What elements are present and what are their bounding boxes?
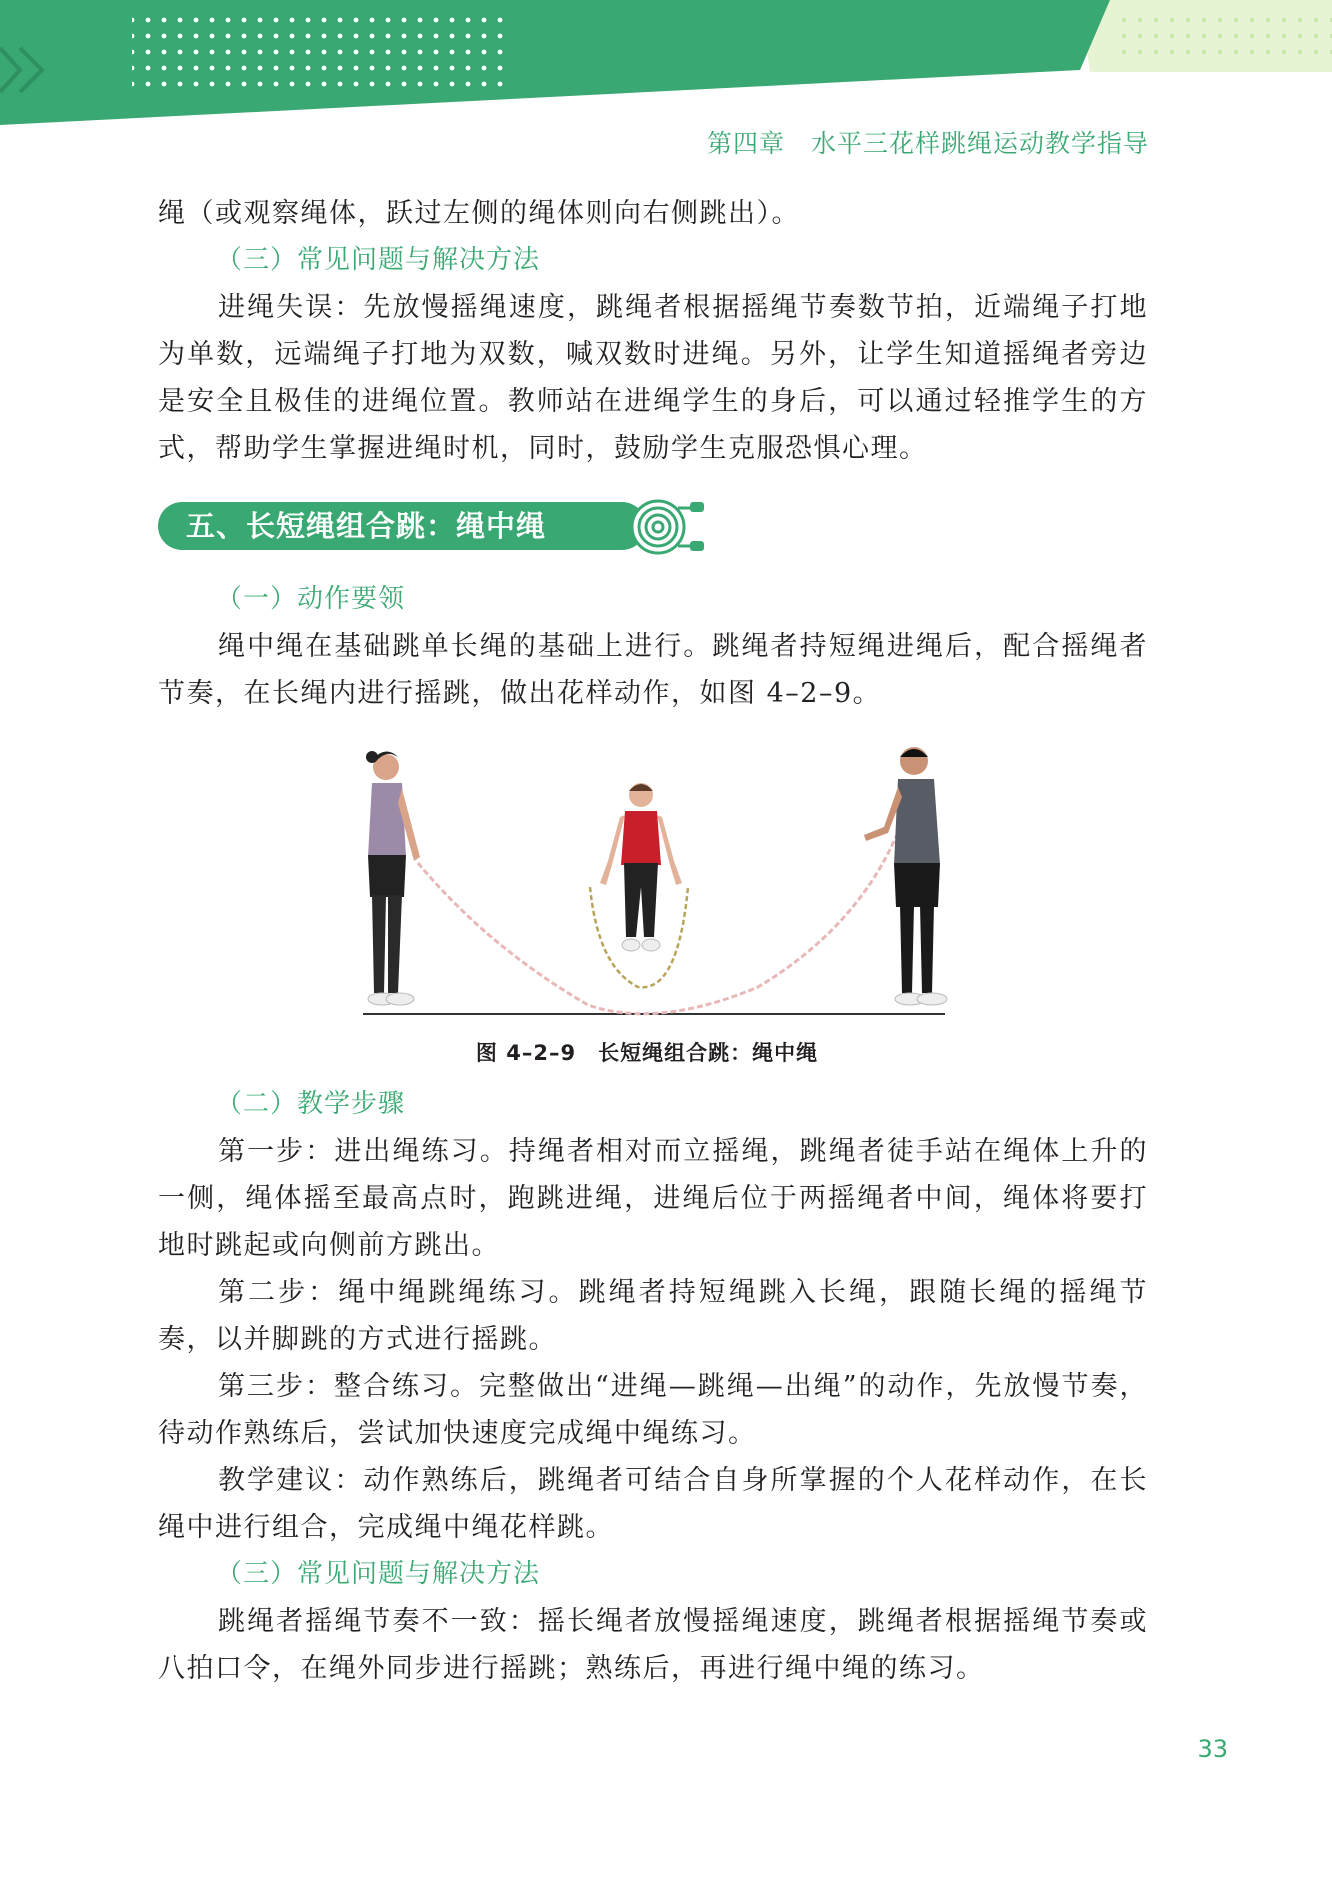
page-content <box>158 190 1148 1692</box>
chapter-title: 第四章 水平三花样跳绳运动教学指导 <box>706 129 1149 158</box>
continuation-paragraph: 绳（或观察绳体，跃过左侧的绳体则向右侧跳出）。 <box>158 198 800 229</box>
subheading-common-problems-2: （三）常见问题与解决方法 <box>216 1559 541 1589</box>
step-paragraph: 第一步：进出绳练习。持绳者相对而立摇绳，跳绳者徒手站在绳体上升的一侧，绳体摇至最高点时，跑跳进绳，进绳后位于两摇绳者中间，绳体将要打地时跳起或向侧前方跳出。 <box>158 1136 1148 1261</box>
body-paragraph: 绳中绳在基础跳单长绳的基础上进行。跳绳者持短绳进绳后，配合摇绳者节奏，在长绳内进行摇跳，做出花样动作，如图 4–2–9。 <box>158 631 1148 709</box>
section-heading <box>158 502 1148 556</box>
figure-rope-in-rope <box>158 737 1148 1027</box>
subheading-common-problems-1: （三）常见问题与解决方法 <box>216 245 541 275</box>
body-paragraph: 进绳失误：先放慢摇绳速度，跳绳者根据摇绳节奏数节拍，近端绳子打地为单数，远端绳子打地为双数，喊双数时进绳。另外，让学生知道摇绳者旁边是安全且极佳的进绳位置。教师站在进绳学生的身后，可以通过轻推学生的方式，帮助学生掌握进绳时机，同时，鼓励学生克服恐惧心理。 <box>158 292 1148 464</box>
body-paragraph: 跳绳者摇绳节奏不一致：摇长绳者放慢摇绳速度，跳绳者根据摇绳节奏或八拍口令，在绳外同步进行摇跳；熟练后，再进行绳中绳的练习。 <box>158 1606 1148 1684</box>
center-jumper <box>600 783 682 951</box>
section-title: 五、长短绳组合跳：绳中绳 <box>158 502 646 550</box>
header-banner <box>0 0 1332 130</box>
page-number: 33 <box>1197 1735 1228 1763</box>
figure-caption: 图 4–2–9 长短绳组合跳：绳中绳 <box>475 1041 819 1065</box>
left-rope-turner <box>366 751 420 1005</box>
jump-rope-icon <box>628 496 708 558</box>
teaching-advice-paragraph: 教学建议：动作熟练后，跳绳者可结合自身所掌握的个人花样动作，在长绳中进行组合，完成绳中绳花样跳。 <box>158 1465 1148 1543</box>
subheading-action-essentials: （一）动作要领 <box>216 584 406 614</box>
step-paragraph: 第二步：绳中绳跳绳练习。跳绳者持短绳跳入长绳，跟随长绳的摇绳节奏，以并脚跳的方式进行摇跳。 <box>158 1277 1148 1355</box>
photo-illustration <box>158 737 1148 1027</box>
step-paragraph: 第三步：整合练习。完整做出“进绳—跳绳—出绳”的动作，先放慢节奏，待动作熟练后，尝试加快速度完成绳中绳练习。 <box>158 1371 1148 1449</box>
subheading-teaching-steps: （二）教学步骤 <box>216 1089 406 1119</box>
